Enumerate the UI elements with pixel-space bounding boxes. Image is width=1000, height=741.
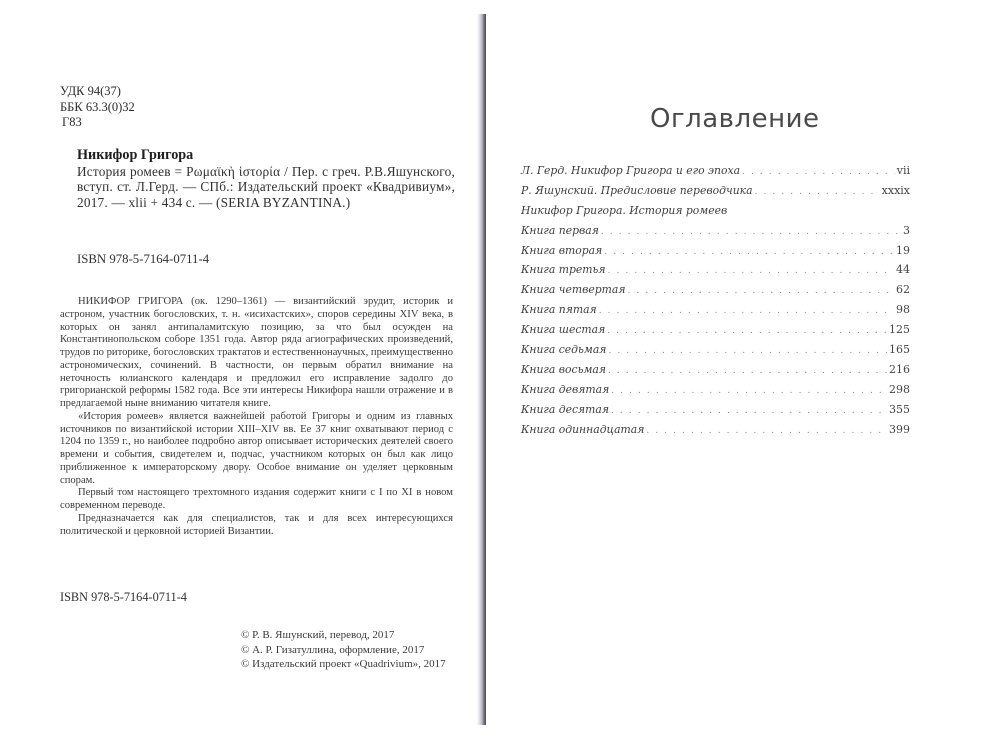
toc-entry[interactable] bbox=[521, 283, 910, 303]
toc-entry[interactable] bbox=[521, 423, 910, 443]
toc-entry[interactable] bbox=[521, 224, 910, 244]
abstract-paragraph: Предназначается как для специалистов, так и для всех интересующихся политической и церковной историей Византии. bbox=[60, 512, 453, 537]
toc-entry-label: Книга восьмая bbox=[521, 362, 606, 376]
abstract bbox=[60, 296, 453, 538]
toc-entry-label: Р. Яшунский. Предисловие переводчика bbox=[521, 183, 753, 197]
toc-page-number: vii bbox=[896, 164, 910, 177]
copyright-block bbox=[241, 628, 455, 672]
toc-entry-label: Книга шестая bbox=[521, 323, 606, 337]
abstract-paragraph: НИКИФОР ГРИГОРА (ок. 1290–1361) — византийский эрудит, историк и астроном, участник богословских, т. н. «исихастских», споров середины XIV века, в которых он занял антипаламитскую позицию, за что был осужден на Константинопольском соборе 1351 года. Автор ряда агиографических произведений, трудов по риторике, богословских трактатов и естественнонаучных, преимущественно астрономических, сочинений. В частности, он первым обратил внимание на неточность юлианского календаря и предложил его исправление задолго до григорианской реформы 1582 года. Все эти интересы Никифора нашли отражение и в предлагаемой ныне вниманию читателя книге. bbox=[60, 296, 453, 409]
dot-leader bbox=[742, 167, 895, 177]
toc-entry-label: Книга первая bbox=[521, 223, 599, 237]
toc-page-number: 399 bbox=[889, 422, 910, 436]
copyright-line: © Р. В. Яшунский, перевод, 2017 bbox=[241, 629, 395, 641]
toc-entry-label: Книга четвертая bbox=[521, 283, 626, 297]
toc-page-number: 62 bbox=[896, 283, 910, 297]
toc-entry[interactable] bbox=[521, 244, 910, 264]
bbk-code: ББК 63.3(0)32 bbox=[60, 99, 135, 114]
record-author: Никифор Григора bbox=[77, 147, 194, 163]
toc-page-number: 19 bbox=[896, 243, 910, 257]
toc-entry[interactable] bbox=[521, 204, 910, 224]
copyright-line: © А. Р. Гизатуллина, оформление, 2017 bbox=[241, 643, 425, 656]
table-of-contents bbox=[521, 164, 910, 442]
toc-page-number: 125 bbox=[889, 323, 910, 337]
left-page-imprint bbox=[0, 0, 477, 741]
toc-entry[interactable] bbox=[521, 403, 910, 423]
right-page-contents bbox=[486, 0, 1000, 741]
toc-page-number: xxxix bbox=[881, 183, 910, 197]
dot-leader bbox=[608, 346, 887, 356]
toc-entry[interactable] bbox=[521, 184, 910, 204]
dot-leader bbox=[604, 247, 894, 257]
toc-page-number: 44 bbox=[896, 263, 910, 277]
toc-entry[interactable] bbox=[521, 343, 910, 363]
udc-code: УДК 94(37) bbox=[60, 84, 121, 98]
dot-leader bbox=[608, 266, 894, 276]
toc-page-number: 216 bbox=[889, 362, 910, 376]
dot-leader bbox=[646, 426, 887, 436]
toc-entry[interactable] bbox=[521, 383, 910, 403]
toc-entry[interactable] bbox=[521, 363, 910, 383]
isbn-top: ISBN 978-5-7164-0711-4 bbox=[77, 252, 210, 266]
toc-entry-label: Книга одиннадцатая bbox=[521, 422, 645, 436]
toc-entry-label: Л. Герд. Никифор Григора и его эпоха bbox=[521, 164, 741, 177]
dot-leader bbox=[599, 306, 894, 316]
dot-leader bbox=[628, 286, 895, 296]
dot-leader bbox=[601, 227, 901, 237]
toc-entry-label: Книга третья bbox=[521, 263, 606, 277]
classification-codes bbox=[60, 84, 135, 131]
page-title: Оглавление bbox=[650, 104, 820, 134]
toc-entry[interactable] bbox=[521, 323, 910, 343]
toc-page-number: 98 bbox=[896, 303, 910, 317]
toc-page-number: 165 bbox=[889, 343, 910, 357]
dot-leader bbox=[755, 187, 880, 197]
copyright-line: © Издательский проект «Quadrivium», 2017 bbox=[241, 658, 446, 670]
toc-page-number: 3 bbox=[903, 223, 910, 237]
toc-entry-label: Книга десятая bbox=[521, 402, 609, 416]
dot-leader bbox=[608, 366, 887, 376]
toc-page-number: 298 bbox=[889, 382, 910, 396]
toc-entry-label: Книга вторая bbox=[521, 243, 603, 257]
isbn-bottom: ISBN 978-5-7164-0711-4 bbox=[60, 590, 187, 604]
abstract-paragraph: Первый том настоящего трехтомного издания содержит книги с I по XI в новом современном переводе. bbox=[60, 487, 453, 511]
dot-leader bbox=[607, 326, 887, 336]
toc-entry-label: Книга седьмая bbox=[521, 343, 607, 357]
author-mark: Г83 bbox=[62, 115, 82, 129]
toc-entry-label: Никифор Григора. История ромеев bbox=[521, 203, 728, 217]
toc-entry[interactable] bbox=[521, 164, 910, 184]
toc-page-number: 355 bbox=[889, 402, 910, 416]
toc-entry-label: Книга пятая bbox=[521, 303, 597, 317]
toc-entry[interactable] bbox=[521, 263, 910, 283]
dot-leader bbox=[611, 406, 887, 416]
dot-leader bbox=[611, 386, 887, 396]
toc-entry-label: Книга девятая bbox=[521, 382, 610, 396]
bibliographic-record bbox=[77, 148, 455, 211]
book-spine bbox=[477, 14, 486, 725]
toc-entry[interactable] bbox=[521, 303, 910, 323]
record-description: История ромеев = Ρωμαϊκὴ ἱστορία / Пер. с греч. Р.В.Яшунского, вступ. ст. Л.Герд. — СПб.: Издательский проект «Квадривиум», 2017. — xlii + 434 с. — (SERIA BYZANTINA.) bbox=[77, 163, 455, 211]
abstract-paragraph: «История ромеев» является важнейшей работой Григоры и одним из главных источников по византийской истории XIII–XIV вв. Ее 37 книг охватывают период с 1204 по 1359 г., но наиболее подробно автор описывает исторических деятелей своего времени и события, свидетелем и, подчас, участником которых он был как лицо приближенное к императорскому двору. Особое внимание он уделяет церковным спорам. bbox=[60, 410, 453, 486]
